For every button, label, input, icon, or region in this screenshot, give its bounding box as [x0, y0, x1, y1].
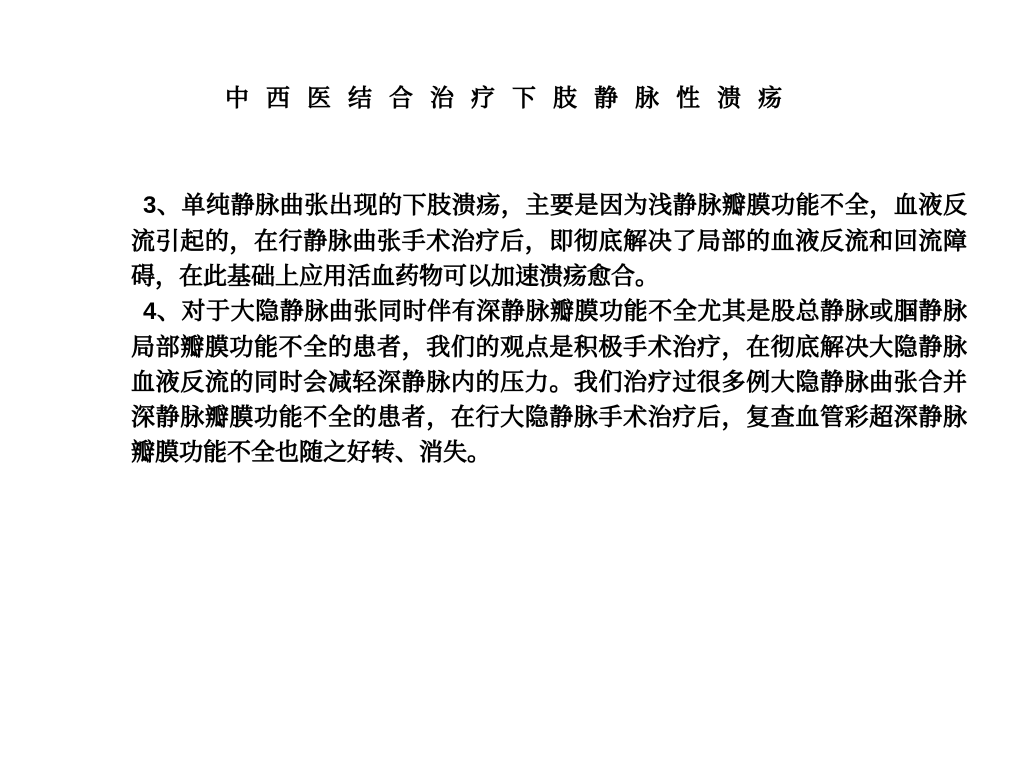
paragraph-number: 3 — [143, 192, 157, 219]
paragraph-4 — [131, 293, 967, 469]
paragraph-number: 4 — [143, 298, 157, 325]
paragraph-3 — [131, 187, 967, 293]
paragraph-text: 、对于大隐静脉曲张同时伴有深静脉瓣膜功能不全尤其是股总静脉或腘静脉局部瓣膜功能不全的患者，我们的观点是积极手术治疗，在彻底解决大隐静脉血液反流的同时会减轻深静脉内的压力。我们治疗过很多例大隐静脉曲张合并深静脉瓣膜功能不全的患者，在行大隐静脉手术治疗后，复查血管彩超深静脉瓣膜功能不全也随之好转、消失。 — [131, 296, 967, 466]
slide-body — [131, 187, 967, 469]
slide-title: 中西医结合治疗下肢静脉性溃疡 — [225, 83, 799, 112]
paragraph-text: 、单纯静脉曲张出现的下肢溃疡，主要是因为浅静脉瓣膜功能不全，血液反流引起的，在行静脉曲张手术治疗后，即彻底解决了局部的血液反流和回流障碍，在此基础上应用活血药物可以加速溃疡愈合。 — [131, 190, 967, 290]
